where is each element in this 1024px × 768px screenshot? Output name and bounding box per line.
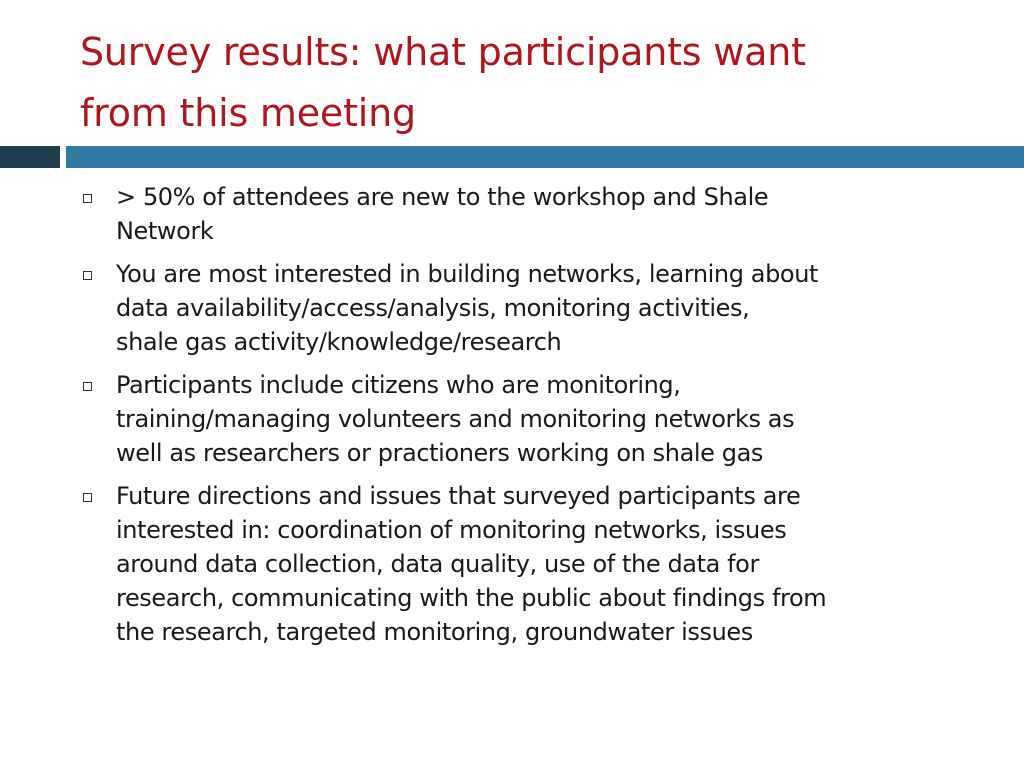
bullet-line: Network bbox=[116, 217, 214, 245]
slide-title-line-2: from this meeting bbox=[80, 91, 416, 135]
bullet-item bbox=[80, 180, 980, 248]
square-bullet-icon bbox=[83, 493, 92, 502]
title-rule-accent-bar bbox=[66, 146, 1024, 168]
bullet-line: shale gas activity/knowledge/research bbox=[116, 328, 562, 356]
bullet-text bbox=[116, 180, 980, 248]
square-bullet-icon bbox=[83, 271, 92, 280]
square-bullet-icon bbox=[83, 382, 92, 391]
bullet-line: the research, targeted monitoring, groundwater issues bbox=[116, 618, 753, 646]
bullet-line: training/managing volunteers and monitoring networks as bbox=[116, 405, 795, 433]
square-bullet-icon bbox=[83, 194, 92, 203]
bullet-line: Participants include citizens who are monitoring, bbox=[116, 371, 681, 399]
bullet-line: You are most interested in building networks, learning about bbox=[116, 260, 819, 288]
bullet-list bbox=[80, 180, 980, 658]
bullet-text bbox=[116, 368, 980, 470]
slide-title-line-1: Survey results: what participants want bbox=[80, 30, 806, 74]
bullet-line: interested in: coordination of monitoring networks, issues bbox=[116, 516, 787, 544]
bullet-line: well as researchers or practioners working on shale gas bbox=[116, 439, 763, 467]
bullet-line: Future directions and issues that surveyed participants are bbox=[116, 482, 801, 510]
bullet-line: research, communicating with the public about findings from bbox=[116, 584, 827, 612]
bullet-line: > 50% of attendees are new to the workshop and Shale bbox=[116, 183, 769, 211]
bullet-item bbox=[80, 479, 980, 649]
bullet-text bbox=[116, 479, 980, 649]
bullet-line: around data collection, data quality, use of the data for bbox=[116, 550, 759, 578]
bullet-line: data availability/access/analysis, monitoring activities, bbox=[116, 294, 750, 322]
title-rule-dark-segment bbox=[0, 146, 60, 168]
bullet-text bbox=[116, 257, 980, 359]
bullet-item bbox=[80, 368, 980, 470]
bullet-item bbox=[80, 257, 980, 359]
slide-title bbox=[80, 22, 980, 144]
